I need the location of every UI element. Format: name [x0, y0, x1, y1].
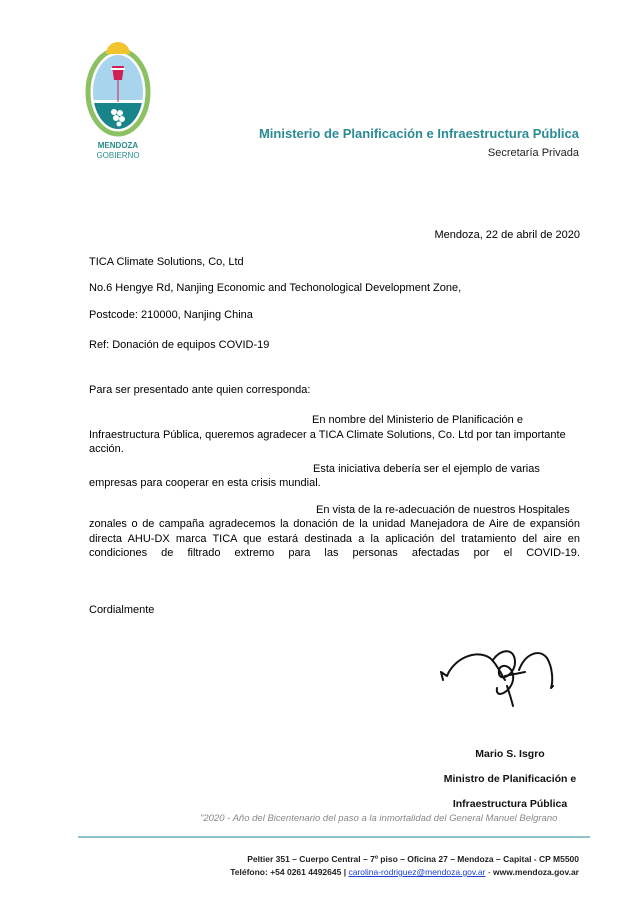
footer-contact: [159, 866, 579, 879]
paragraph-1-first-line: En nombre del Ministerio de Planificación e: [312, 414, 523, 426]
paragraph-1-line-2: Infraestructura Pública, queremos agradecer a TICA Climate Solutions, Co. Ltd por tan importante: [89, 428, 566, 441]
signatory-title-line-2: Infraestructura Pública: [452, 798, 568, 810]
recipient-address: No.6 Hengye Rd, Nanjing Economic and Techonological Development Zone,: [89, 282, 462, 294]
logo-text-mendoza: MENDOZA: [97, 141, 139, 150]
mendoza-gobierno-logo: [78, 42, 158, 142]
paragraph-2-first-line: Esta iniciativa debería ser el ejemplo de varias: [313, 462, 540, 475]
closing: Cordialmente: [89, 603, 155, 616]
salutation: Para ser presentado ante quien corresponda:: [89, 383, 311, 396]
footer-divider: [78, 836, 590, 838]
paragraph-3-line-4: condiciones de filtrado extremo para las personas afectadas por el COVID-19.: [89, 547, 580, 559]
signatory-name: Mario S. Isgro: [475, 748, 545, 760]
footer-separator: -: [487, 867, 491, 877]
signature-block: [430, 640, 590, 811]
letter-body: [89, 228, 580, 617]
footer-phone: Teléfono: +54 0261 4492645 |: [230, 867, 347, 877]
paragraph-3-first-line: En vista de la re-adecuación de nuestros Hospitales: [316, 503, 570, 516]
reference-line: Ref: Donación de equipos COVID-19: [89, 339, 270, 351]
footer-motto: "2020 - Año del Bicentenario del paso a la inmortalidad del General Manuel Belgrano: [200, 813, 558, 824]
paragraph-3-line-2: zonales o de campaña agradecemos la donación de la unidad Manejadora de Aire de expansión: [89, 518, 580, 530]
footer-address: Peltier 351 – Cuerpo Central – 7º piso – Oficina 27 – Mendoza – Capital - CP M5500: [247, 854, 579, 864]
office-subtitle: Secretaría Privada: [487, 147, 579, 159]
ministry-title: Ministerio de Planificación e Infraestructura Pública: [258, 126, 579, 141]
footer-email-link[interactable]: carolina-rodriguez@mendoza.gov.ar: [348, 867, 486, 877]
paragraph-2-line-2: empresas para cooperar en esta crisis mundial.: [89, 477, 321, 489]
footer-website[interactable]: www.mendoza.gov.ar: [493, 867, 579, 877]
signature-scribble-icon: [435, 640, 585, 710]
recipient-postcode: Postcode: 210000, Nanjing China: [89, 308, 253, 321]
letter-date: Mendoza, 22 de abril de 2020: [434, 229, 580, 241]
paragraph-1-line-3: acción.: [89, 443, 124, 455]
recipient-name: TICA Climate Solutions, Co, Ltd: [89, 255, 244, 268]
logo-text-gobierno: GOBIERNO: [96, 151, 140, 160]
coat-of-arms-icon: [78, 42, 158, 142]
signatory-title-line-1: Ministro de Planificación e: [443, 773, 577, 785]
footer-contact-block: [159, 853, 579, 879]
paragraph-3-line-3: directa AHU-DX marca TICA que estará destinada a la aplicación del tratamiento del aire en: [89, 532, 580, 545]
